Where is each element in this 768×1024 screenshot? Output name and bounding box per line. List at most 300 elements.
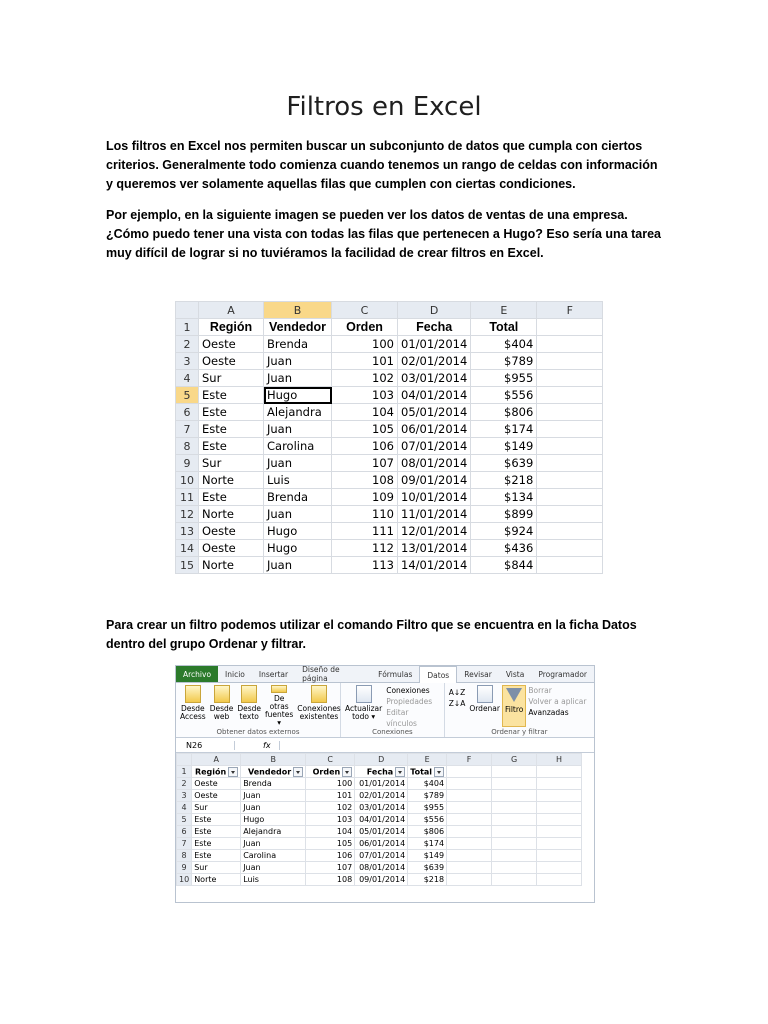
filter-options (526, 685, 588, 727)
row-header[interactable]: 10 (176, 472, 199, 489)
order-cell[interactable]: 100 (332, 336, 398, 353)
empty-cell[interactable] (537, 778, 582, 790)
total-cell[interactable]: $174 (408, 838, 447, 850)
region-cell[interactable]: Este (199, 438, 264, 455)
row-header[interactable]: 14 (176, 540, 199, 557)
total-cell[interactable]: $404 (471, 336, 537, 353)
total-cell[interactable]: $404 (408, 778, 447, 790)
empty-cell[interactable] (537, 862, 582, 874)
region-cell[interactable]: Este (192, 838, 241, 850)
vendor-cell[interactable]: Brenda (264, 489, 332, 506)
from-web-button[interactable] (208, 685, 236, 727)
from-access-button[interactable] (178, 685, 208, 727)
order-cell[interactable]: 108 (306, 874, 355, 886)
filter-button[interactable] (502, 685, 526, 727)
advanced-button[interactable]: Avanzadas (528, 708, 569, 717)
tab-archivo[interactable]: Archivo (176, 666, 218, 682)
total-cell[interactable]: $134 (471, 489, 537, 506)
empty-cell[interactable] (447, 778, 492, 790)
sort-az-button[interactable]: A↓Z (448, 688, 466, 697)
order-cell[interactable]: 105 (332, 421, 398, 438)
table-row (176, 540, 603, 557)
sales-sheet (175, 301, 603, 574)
empty-cell[interactable] (537, 455, 603, 472)
empty-cell[interactable] (537, 838, 582, 850)
filter-dropdown-icon[interactable] (434, 767, 444, 777)
date-cell[interactable]: 06/01/2014 (398, 421, 471, 438)
other-sources-button[interactable] (263, 685, 295, 727)
table-row (177, 826, 582, 838)
column-header[interactable]: C (332, 302, 398, 319)
row-header[interactable]: 10 (177, 874, 192, 886)
row-header[interactable]: 8 (177, 850, 192, 862)
table-row (176, 370, 603, 387)
region-cell[interactable]: Oeste (199, 353, 264, 370)
order-cell[interactable]: 100 (306, 778, 355, 790)
empty-cell[interactable] (447, 862, 492, 874)
order-cell[interactable]: 105 (306, 838, 355, 850)
vendor-cell[interactable]: Juan (241, 790, 306, 802)
date-cell[interactable]: 14/01/2014 (398, 557, 471, 574)
header-cell[interactable] (306, 766, 355, 778)
empty-cell[interactable] (492, 874, 537, 886)
table-row (177, 874, 582, 886)
button-label: Actualizar (345, 704, 383, 713)
column-header[interactable]: H (537, 754, 582, 766)
empty-cell[interactable] (537, 790, 582, 802)
date-cell[interactable]: 01/01/2014 (398, 336, 471, 353)
column-header[interactable]: D (355, 754, 408, 766)
empty-cell[interactable] (447, 802, 492, 814)
header-cell[interactable] (192, 766, 241, 778)
connections-button[interactable]: Conexiones (386, 686, 430, 695)
total-cell[interactable]: $806 (471, 404, 537, 421)
table-row (176, 404, 603, 421)
connections-icon (311, 685, 327, 703)
order-cell[interactable]: 109 (332, 489, 398, 506)
order-cell[interactable]: 111 (332, 523, 398, 540)
insert-function-icon[interactable]: fx (255, 741, 280, 750)
vendor-cell[interactable]: Brenda (241, 778, 306, 790)
vendor-cell[interactable]: Brenda (264, 336, 332, 353)
vendor-cell[interactable]: Hugo (241, 814, 306, 826)
empty-cell[interactable] (537, 404, 603, 421)
sort-button[interactable] (467, 685, 502, 727)
date-cell[interactable]: 09/01/2014 (398, 472, 471, 489)
empty-cell[interactable] (537, 766, 582, 778)
column-header[interactable]: A (199, 302, 264, 319)
tab-inicio[interactable]: Inicio (225, 669, 245, 679)
date-cell[interactable]: 01/01/2014 (355, 778, 408, 790)
vendor-cell[interactable]: Juan (241, 838, 306, 850)
text-file-icon (241, 685, 257, 703)
table-row (177, 850, 582, 862)
order-cell[interactable]: 104 (306, 826, 355, 838)
refresh-all-button[interactable] (343, 685, 384, 727)
row-header[interactable]: 6 (176, 404, 199, 421)
region-cell[interactable]: Este (192, 826, 241, 838)
table-row (177, 778, 582, 790)
date-cell[interactable]: 06/01/2014 (355, 838, 408, 850)
empty-cell[interactable] (447, 838, 492, 850)
table-row (176, 489, 603, 506)
header-cell[interactable] (355, 766, 408, 778)
vendor-cell[interactable]: Juan (264, 455, 332, 472)
date-cell[interactable]: 04/01/2014 (398, 387, 471, 404)
clear-button[interactable]: Borrar (528, 686, 552, 695)
empty-cell[interactable] (537, 540, 603, 557)
region-cell[interactable]: Sur (199, 370, 264, 387)
total-cell[interactable]: $174 (471, 421, 537, 438)
empty-cell[interactable] (447, 874, 492, 886)
order-cell[interactable]: 102 (306, 802, 355, 814)
row-header[interactable]: 8 (176, 438, 199, 455)
region-cell[interactable]: Oeste (199, 523, 264, 540)
empty-cell[interactable] (537, 387, 603, 404)
empty-cell[interactable] (492, 802, 537, 814)
empty-cell[interactable] (492, 814, 537, 826)
empty-cell[interactable] (537, 814, 582, 826)
filtered-sheet (176, 753, 582, 886)
total-cell[interactable]: $218 (471, 472, 537, 489)
button-label: Filtro (505, 705, 524, 714)
row-header[interactable]: 7 (177, 838, 192, 850)
column-header[interactable]: F (447, 754, 492, 766)
header-cell[interactable]: Fecha (398, 319, 471, 336)
empty-cell[interactable] (447, 790, 492, 802)
date-cell[interactable]: 07/01/2014 (398, 438, 471, 455)
edit-links-button[interactable]: Editar vínculos (386, 708, 417, 728)
reapply-button[interactable]: Volver a aplicar (528, 697, 587, 706)
order-cell[interactable]: 101 (332, 353, 398, 370)
date-cell[interactable]: 12/01/2014 (398, 523, 471, 540)
row-header[interactable]: 1 (177, 766, 192, 778)
vendor-cell[interactable]: Alejandra (264, 404, 332, 421)
button-label: Desde (209, 704, 234, 713)
date-cell[interactable]: 03/01/2014 (355, 802, 408, 814)
column-header[interactable]: D (398, 302, 471, 319)
tab-revisar[interactable]: Revisar (464, 669, 492, 679)
row-header[interactable]: 4 (177, 802, 192, 814)
empty-cell[interactable] (537, 506, 603, 523)
total-cell[interactable]: $899 (471, 506, 537, 523)
total-cell[interactable]: $639 (408, 862, 447, 874)
total-cell[interactable]: $639 (471, 455, 537, 472)
properties-button[interactable]: Propiedades (386, 697, 433, 706)
table-row (176, 336, 603, 353)
empty-cell[interactable] (447, 850, 492, 862)
column-header[interactable]: E (408, 754, 447, 766)
region-cell[interactable]: Este (199, 489, 264, 506)
button-label: texto (239, 712, 259, 721)
vendor-cell[interactable]: Hugo (264, 387, 332, 404)
total-cell[interactable]: $789 (471, 353, 537, 370)
empty-cell[interactable] (537, 472, 603, 489)
button-label: Conexiones (297, 704, 341, 713)
empty-cell[interactable] (537, 557, 603, 574)
button-label: fuentes ▾ (265, 710, 294, 727)
filter-dropdown-icon[interactable] (342, 767, 352, 777)
group-label: Conexiones (372, 728, 413, 736)
vendor-cell[interactable]: Carolina (241, 850, 306, 862)
table-row (177, 790, 582, 802)
empty-cell[interactable] (537, 319, 603, 336)
row-header[interactable]: 7 (176, 421, 199, 438)
row-header[interactable]: 3 (177, 790, 192, 802)
date-cell[interactable]: 10/01/2014 (398, 489, 471, 506)
order-cell[interactable]: 107 (332, 455, 398, 472)
total-cell[interactable]: $218 (408, 874, 447, 886)
order-cell[interactable]: 108 (332, 472, 398, 489)
sort-filter-group (445, 683, 594, 737)
empty-cell[interactable] (537, 353, 603, 370)
total-cell[interactable]: $149 (471, 438, 537, 455)
empty-cell[interactable] (537, 489, 603, 506)
region-cell[interactable]: Norte (199, 506, 264, 523)
row-header[interactable]: 15 (176, 557, 199, 574)
other-sources-icon (271, 685, 287, 693)
empty-cell[interactable] (492, 766, 537, 778)
empty-cell[interactable] (447, 826, 492, 838)
date-cell[interactable]: 02/01/2014 (398, 353, 471, 370)
total-cell[interactable]: $789 (408, 790, 447, 802)
empty-cell[interactable] (537, 874, 582, 886)
order-cell[interactable]: 104 (332, 404, 398, 421)
column-header[interactable]: B (264, 302, 332, 319)
row-header[interactable]: 5 (177, 814, 192, 826)
header-cell[interactable] (241, 766, 306, 778)
tab-datos[interactable]: Datos (419, 666, 457, 683)
total-cell[interactable]: $436 (471, 540, 537, 557)
row-header[interactable]: 3 (176, 353, 199, 370)
column-header[interactable]: A (192, 754, 241, 766)
date-cell[interactable]: 08/01/2014 (355, 862, 408, 874)
total-cell[interactable]: $955 (471, 370, 537, 387)
total-cell[interactable]: $924 (471, 523, 537, 540)
order-cell[interactable]: 101 (306, 790, 355, 802)
existing-connections-button[interactable] (295, 685, 342, 727)
empty-cell[interactable] (492, 778, 537, 790)
row-header[interactable]: 5 (176, 387, 199, 404)
sheet1-rows (176, 336, 603, 574)
region-cell[interactable]: Sur (192, 802, 241, 814)
refresh-icon (356, 685, 372, 703)
button-label: Access (180, 712, 206, 721)
date-cell[interactable]: 08/01/2014 (398, 455, 471, 472)
tab-programador[interactable]: Programador (538, 669, 587, 679)
button-label: De otras (269, 694, 289, 711)
empty-cell[interactable] (447, 766, 492, 778)
total-cell[interactable]: $149 (408, 850, 447, 862)
table-row (177, 862, 582, 874)
total-cell[interactable]: $955 (408, 802, 447, 814)
tab-formulas[interactable]: Fórmulas (378, 669, 413, 679)
empty-cell[interactable] (492, 826, 537, 838)
web-icon (214, 685, 230, 703)
date-cell[interactable]: 11/01/2014 (398, 506, 471, 523)
total-cell[interactable]: $556 (471, 387, 537, 404)
order-cell[interactable]: 103 (306, 814, 355, 826)
row-header[interactable]: 2 (176, 336, 199, 353)
table-row (176, 353, 603, 370)
date-cell[interactable]: 02/01/2014 (355, 790, 408, 802)
group-label: Ordenar y filtrar (491, 728, 548, 736)
empty-cell[interactable] (447, 814, 492, 826)
vendor-cell[interactable]: Juan (264, 557, 332, 574)
column-header[interactable]: E (471, 302, 537, 319)
example-paragraph: Por ejemplo, en la siguiente imagen se pueden ver los datos de ventas de una empresa. ¿Cómo puedo tener una vista con todas las filas que pertenecen a Hugo? Eso sería una tarea muy difícil de lograr si no tuviéramos la facilidad de crear filtros en Excel. (106, 208, 661, 260)
header-cell[interactable]: Región (199, 319, 264, 336)
group-label: Obtener datos externos (216, 728, 300, 736)
row-header[interactable]: 6 (177, 826, 192, 838)
row-header[interactable]: 9 (177, 862, 192, 874)
row-header[interactable]: 2 (177, 778, 192, 790)
order-cell[interactable]: 107 (306, 862, 355, 874)
empty-cell[interactable] (537, 336, 603, 353)
vendor-cell[interactable]: Juan (264, 421, 332, 438)
region-cell[interactable]: Norte (199, 557, 264, 574)
excel-ribbon-screenshot (175, 665, 595, 903)
sort-za-button[interactable]: Z↓A (448, 699, 466, 708)
date-cell[interactable]: 13/01/2014 (398, 540, 471, 557)
region-cell[interactable]: Este (199, 421, 264, 438)
empty-cell[interactable] (537, 523, 603, 540)
total-cell[interactable]: $556 (408, 814, 447, 826)
date-cell[interactable]: 09/01/2014 (355, 874, 408, 886)
region-cell[interactable]: Sur (192, 862, 241, 874)
table-row (176, 421, 603, 438)
region-cell[interactable]: Este (199, 387, 264, 404)
vendor-cell[interactable]: Luis (264, 472, 332, 489)
empty-cell[interactable] (537, 421, 603, 438)
column-header[interactable]: G (492, 754, 537, 766)
column-header[interactable]: F (537, 302, 603, 319)
tab-insertar[interactable]: Insertar (258, 669, 289, 679)
row-header[interactable]: 13 (176, 523, 199, 540)
date-cell[interactable]: 04/01/2014 (355, 814, 408, 826)
header-label: Región (194, 767, 227, 776)
header-cell[interactable]: Vendedor (264, 319, 332, 336)
empty-cell[interactable] (537, 802, 582, 814)
region-cell[interactable]: Oeste (199, 540, 264, 557)
region-cell[interactable]: Este (192, 850, 241, 862)
date-cell[interactable]: 05/01/2014 (398, 404, 471, 421)
order-cell[interactable]: 106 (306, 850, 355, 862)
vendor-cell[interactable]: Luis (241, 874, 306, 886)
select-all-corner[interactable] (176, 302, 199, 319)
region-cell[interactable]: Este (192, 814, 241, 826)
empty-cell[interactable] (537, 370, 603, 387)
sort-buttons (447, 685, 468, 727)
region-cell[interactable]: Sur (199, 455, 264, 472)
order-cell[interactable]: 113 (332, 557, 398, 574)
filter-paragraph: Para crear un filtro podemos utilizar el comando Filtro que se encuentra en la ficha Datos dentro del grupo Ordenar y filtrar. (106, 618, 637, 651)
header-label: Orden (312, 767, 341, 776)
header-cell[interactable]: Orden (332, 319, 398, 336)
empty-cell[interactable] (492, 790, 537, 802)
vendor-cell[interactable]: Juan (264, 353, 332, 370)
ribbon-body (176, 683, 594, 738)
header-cell[interactable] (408, 766, 447, 778)
from-text-button[interactable] (235, 685, 263, 727)
funnel-icon (506, 688, 522, 702)
vendor-cell[interactable]: Hugo (264, 540, 332, 557)
date-cell[interactable]: 05/01/2014 (355, 826, 408, 838)
region-cell[interactable]: Norte (199, 472, 264, 489)
filter-dropdown-icon[interactable] (228, 767, 238, 777)
total-cell[interactable]: $806 (408, 826, 447, 838)
row-header[interactable]: 11 (176, 489, 199, 506)
vendor-cell[interactable]: Juan (241, 802, 306, 814)
vendor-cell[interactable]: Juan (264, 506, 332, 523)
row-header[interactable]: 9 (176, 455, 199, 472)
connections-list (384, 685, 442, 727)
region-cell[interactable]: Oeste (192, 790, 241, 802)
table-row (176, 506, 603, 523)
region-cell[interactable]: Oeste (192, 778, 241, 790)
region-cell[interactable]: Oeste (199, 336, 264, 353)
region-cell[interactable]: Este (199, 404, 264, 421)
vendor-cell[interactable]: Carolina (264, 438, 332, 455)
filter-dropdown-icon[interactable] (293, 767, 303, 777)
name-box[interactable]: N26 (176, 741, 235, 750)
empty-cell[interactable] (537, 850, 582, 862)
tab-vista[interactable]: Vista (505, 669, 525, 679)
table-row (177, 802, 582, 814)
header-cell[interactable]: Total (471, 319, 537, 336)
order-cell[interactable]: 112 (332, 540, 398, 557)
empty-cell[interactable] (492, 838, 537, 850)
date-cell[interactable]: 03/01/2014 (398, 370, 471, 387)
vendor-cell[interactable]: Juan (264, 370, 332, 387)
row-header[interactable]: 4 (176, 370, 199, 387)
empty-cell[interactable] (537, 826, 582, 838)
external-data-group (176, 683, 341, 737)
table-row (176, 557, 603, 574)
vendor-cell[interactable]: Hugo (264, 523, 332, 540)
empty-cell[interactable] (537, 438, 603, 455)
access-icon (185, 685, 201, 703)
connections-group (341, 683, 445, 737)
filter-dropdown-icon[interactable] (395, 767, 405, 777)
intro-paragraph: Los filtros en Excel nos permiten buscar un subconjunto de datos que cumpla con ciertos criterios. Generalmente todo comienza cuando tenemos un rango de celdas con información y queremos ver solamente aquellas filas que cumplen con ciertas condiciones. (106, 139, 658, 191)
button-label: Desde (181, 704, 205, 713)
button-label: existentes (299, 712, 339, 721)
date-cell[interactable]: 07/01/2014 (355, 850, 408, 862)
table-row (177, 838, 582, 850)
order-cell[interactable]: 102 (332, 370, 398, 387)
order-cell[interactable]: 110 (332, 506, 398, 523)
total-cell[interactable]: $844 (471, 557, 537, 574)
empty-cell[interactable] (492, 850, 537, 862)
sheet2-rows (177, 778, 582, 886)
button-label: web (213, 712, 230, 721)
tab-diseno[interactable]: Diseño de página (302, 665, 340, 683)
order-cell[interactable]: 103 (332, 387, 398, 404)
row-header[interactable]: 1 (176, 319, 199, 336)
region-cell[interactable]: Norte (192, 874, 241, 886)
column-header[interactable]: B (241, 754, 306, 766)
vendor-cell[interactable]: Juan (241, 862, 306, 874)
vendor-cell[interactable]: Alejandra (241, 826, 306, 838)
row-header[interactable]: 12 (176, 506, 199, 523)
select-all-corner[interactable] (177, 754, 192, 766)
empty-cell[interactable] (492, 862, 537, 874)
button-label: Desde (237, 704, 262, 713)
table-row (176, 523, 603, 540)
order-cell[interactable]: 106 (332, 438, 398, 455)
column-header[interactable]: C (306, 754, 355, 766)
